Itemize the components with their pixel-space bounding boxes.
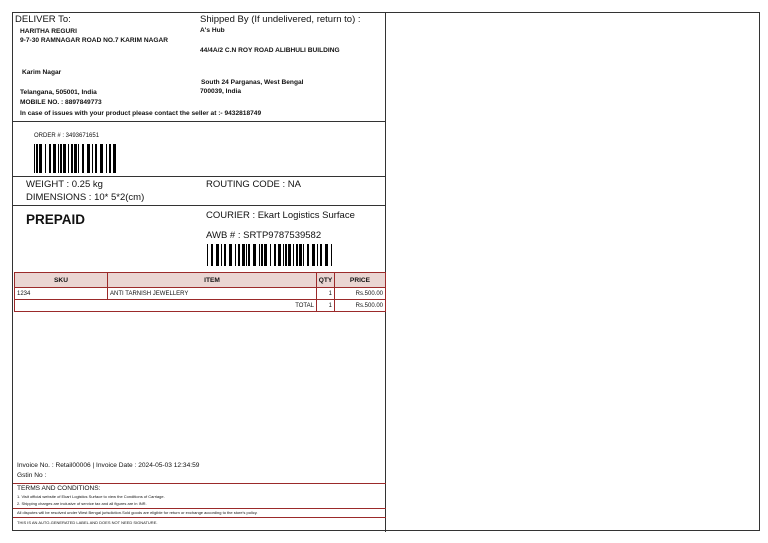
table-header-row: [15, 273, 386, 288]
total-label: TOTAL: [15, 300, 317, 312]
payment-type: PREPAID: [26, 212, 86, 227]
items-table: [14, 272, 386, 312]
column-header-sku: SKU: [15, 273, 108, 288]
order-number: ORDER # : 3493671651: [34, 133, 100, 139]
deliver-to-heading: DELIVER To:: [15, 14, 71, 25]
sender-address-line1: 44/4A/2 C.N ROY ROAD ALIBHULI BUILDING: [200, 47, 340, 54]
column-header-qty: QTY: [317, 273, 335, 288]
order-barcode: [34, 144, 116, 173]
invoice-info: Invoice No. : Retail00006 | Invoice Date : 2024-05-03 12:34:59: [17, 462, 200, 469]
divider: [13, 508, 386, 509]
awb-number: AWB # : SRTP9787539582: [206, 230, 322, 241]
dimensions: DIMENSIONS : 10* 5*2(cm): [26, 192, 145, 203]
total-row: [15, 300, 386, 312]
divider: [13, 176, 386, 177]
recipient-address-line3: Telangana, 505001, India: [20, 89, 97, 96]
table-row: [15, 288, 386, 300]
routing-code: ROUTING CODE : NA: [206, 179, 302, 190]
shipping-label-page: [12, 12, 760, 531]
item-cell: ANTI TARNISH JEWELLERY: [108, 288, 317, 300]
price-cell: Rs.500.00: [335, 288, 386, 300]
shipping-label: [13, 13, 386, 532]
terms-line-2: 2. Shipping charges are inclusive of service tax and all figures are in INR.: [17, 501, 147, 506]
weight: WEIGHT : 0.25 kg: [26, 179, 103, 190]
total-price: Rs.500.00: [335, 300, 386, 312]
courier-name: COURIER : Ekart Logistics Surface: [206, 210, 355, 221]
divider: [13, 121, 386, 122]
recipient-address-line2: Karim Nagar: [22, 69, 62, 76]
divider: [13, 517, 386, 518]
shipped-by-heading: Shipped By (If undelivered, return to) :: [200, 14, 361, 25]
terms-line-1: 1. Visit official website of Ekart Logistics Surface to view the Conditions of Carriage.: [17, 494, 165, 499]
terms-line-3: All disputes will be resolved under West Bengal jurisdiction.Sold goods are eligible for return or exchange according to the store's policy.: [17, 510, 258, 515]
sender-address-line3: 700039, India: [200, 88, 242, 95]
sku-cell: 1234: [15, 288, 108, 300]
column-header-price: PRICE: [335, 273, 386, 288]
sender-name: A's Hub: [200, 27, 225, 34]
qty-cell: 1: [317, 288, 335, 300]
column-header-item: ITEM: [108, 273, 317, 288]
issues-note: In case of issues with your product please contact the seller at :- 9432818749: [20, 110, 262, 117]
terms-line-4: THIS IS AN AUTO-GENERATED LABEL AND DOES NOT NEED SIGNATURE.: [17, 520, 158, 525]
gstin: Gstin No :: [17, 472, 47, 479]
divider: [13, 483, 386, 484]
awb-barcode: [207, 244, 335, 266]
recipient-mobile: MOBILE NO. : 8897849773: [20, 99, 102, 106]
recipient-name: HARITHA REGURI: [20, 28, 77, 35]
total-qty: 1: [317, 300, 335, 312]
terms-title: TERMS AND CONDITIONS:: [17, 485, 101, 492]
sender-address-line2: South 24 Parganas, West Bengal: [201, 79, 304, 86]
recipient-address-line1: 9-7-30 RAMNAGAR ROAD NO.7 KARIM NAGAR: [20, 37, 169, 44]
divider: [13, 205, 386, 206]
